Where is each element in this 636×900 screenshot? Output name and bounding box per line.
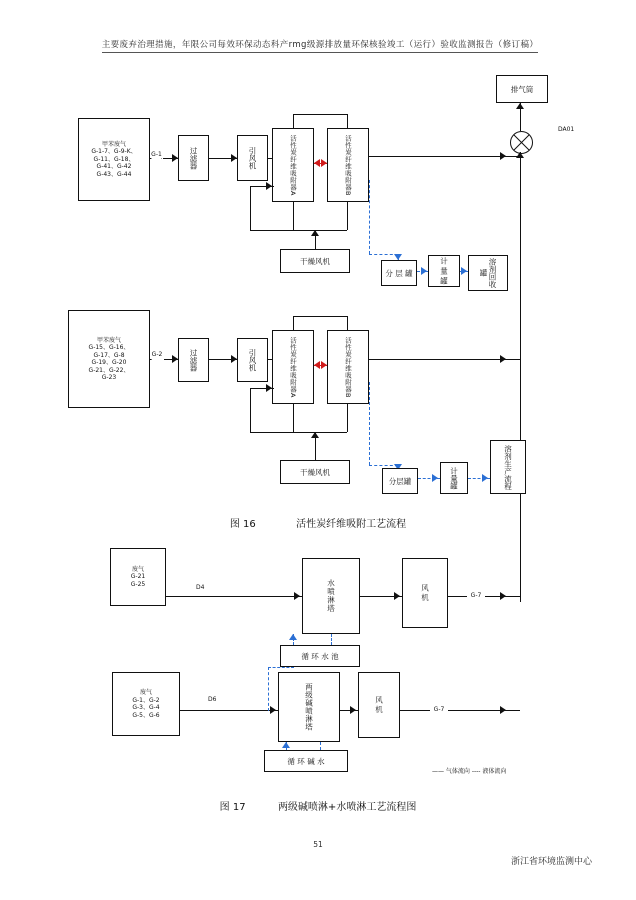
dash-link-mid (268, 667, 269, 711)
source-tag-g2 (150, 348, 164, 362)
g2-text: G-2 (151, 351, 163, 359)
red-arrow-right-b (321, 361, 327, 369)
tank-a-box (428, 255, 460, 287)
arrow-ads-b-riser (500, 355, 506, 363)
dash-a-v1 (369, 180, 370, 254)
adsorber-b-label: 活性炭纤维吸附器B (344, 134, 352, 196)
line-adsB2-top (347, 316, 348, 330)
dash-alkali-up (320, 742, 321, 750)
arrow-ads-to-riser (500, 152, 506, 160)
inlet-2-line-3: G-19、G-20 (91, 359, 127, 366)
arrow-bot-b-left (266, 384, 272, 392)
arrow-spray-fan1 (394, 592, 400, 600)
line-ads-to-riser (369, 156, 520, 157)
recycle-b-box (490, 440, 526, 494)
red-arrow-right-a (321, 159, 327, 167)
line-inlet3 (166, 596, 302, 597)
figure16-caption (0, 520, 636, 529)
figure16-caption-label: 图 16 (229, 519, 256, 530)
circulation-pool-box (280, 645, 360, 667)
separator-b-box (382, 468, 418, 494)
circulation-pool-label: 循 环 水 池 (301, 651, 339, 661)
inlet-1-line-4: G-43、G-44 (96, 170, 132, 178)
alkali-tower-label: 两级碱喷淋塔 (304, 683, 314, 731)
inlet-2-box (68, 310, 150, 408)
source-tag-g1 (150, 148, 163, 161)
tank-a-label: 计 量 罐 (439, 257, 449, 285)
fan-1-label: 风机 (420, 583, 430, 603)
line-bot-a (250, 230, 347, 231)
inlet-2-line-4: G-21、G-22、 (88, 366, 130, 374)
fan-2-box (358, 672, 400, 738)
arrow-inlet4 (270, 706, 276, 714)
stack-box (496, 75, 548, 103)
spray-tower-box (302, 558, 360, 634)
inlet-2-line-2: G-17、G-8 (93, 351, 125, 359)
dash-a-arrow-rec (461, 267, 467, 275)
dryer-a-label: 干燥风机 (300, 256, 330, 266)
dryer-b-label: 干燥风机 (300, 467, 330, 477)
figure17-caption (0, 798, 636, 813)
inlet-1-line-2: G-11、G-18、 (93, 155, 135, 163)
line-fan2-out (400, 710, 430, 711)
adsorber-a-box (272, 128, 314, 202)
dryer-a-box (280, 249, 350, 273)
legend: —— 气体流向 ---- 液体流向 (432, 768, 507, 775)
arrow-to-stack (516, 103, 524, 109)
inlet-4-line-3: G-5、G-6 (132, 711, 160, 719)
figure17-caption-text: 两级碱喷淋+水喷淋工艺流程图 (277, 802, 417, 813)
pre-filter-label: 过滤器 (189, 146, 198, 170)
inlet-4-line-1: G-1、G-2 (132, 696, 160, 704)
inlet-3-tag: D4 (196, 584, 205, 591)
blower-2-box (237, 338, 268, 382)
dryer-b-box (280, 460, 350, 484)
dash-b-arrow-tank (432, 474, 438, 482)
recycle-a-label: 溶剂回收罐 (479, 258, 497, 288)
inlet-3-line-0: 废气 (131, 565, 144, 573)
line-adsA-top (293, 114, 294, 128)
line-adsA2-bot (293, 404, 294, 432)
dash-b-arrow-rec (482, 474, 488, 482)
inlet-1-line-0: 甲苯废气 (101, 140, 126, 148)
arrow-fan2-riser (500, 706, 506, 714)
arrow-fan1-riser (500, 592, 506, 600)
line-adsB-top (347, 114, 348, 128)
adsorber-b-box (327, 128, 369, 202)
line-adsA2-top (293, 316, 294, 330)
separator-b-label: 分层罐 (388, 476, 412, 486)
red-arrow-left-a (314, 159, 320, 167)
stack-tag: DA01 (558, 126, 575, 133)
tag-mid-2-text: G-7 (433, 705, 445, 713)
recycle-a-box (468, 255, 508, 291)
alkali-water-box (264, 750, 348, 772)
inlet-1-line-1: G-1-7、G-9-K、 (91, 148, 137, 156)
dash-pool-up (331, 634, 332, 645)
page-number: 51 (313, 840, 323, 849)
line-top-b (293, 316, 348, 317)
stack-label: 排气筒 (510, 84, 534, 94)
line-ads-b-to-riser (369, 359, 520, 360)
line-top-a (293, 114, 348, 115)
blower-box (237, 135, 268, 181)
line-bot-b (250, 432, 347, 433)
inlet-3-box (110, 548, 166, 606)
separator-a-box (381, 260, 417, 286)
inlet-4-line-0: 废气 (139, 689, 152, 696)
footer-right: 浙江省环境监测中心 (510, 857, 592, 867)
dash-a-arrow-tank (421, 267, 427, 275)
adsorber-b-2-label: 活性炭纤维吸附器B (344, 336, 352, 398)
line-bot-b-left (250, 388, 251, 433)
line-bot-a-left (250, 186, 251, 231)
figure16-caption-text: 活性炭纤维吸附工艺流程 (296, 519, 407, 530)
riser-main (520, 152, 521, 602)
adsorber-a-label: 活性炭纤维吸附器A (289, 134, 297, 196)
alkali-tower-box (278, 672, 340, 742)
alkali-water-label: 循 环 碱 水 (287, 756, 325, 766)
tank-b-box (440, 462, 468, 494)
inlet-1-line-3: G-41、G-42 (96, 163, 132, 171)
tag-mid-2 (430, 702, 448, 717)
line-inlet4 (180, 710, 278, 711)
adsorber-b-2-box (327, 330, 369, 404)
page-header-text: 主要废弃治理措施，年限公司每效环保动态科产rmg级源排放量环保核验竣工（运行）验收监测报告（修订稿） (102, 38, 539, 53)
fan-1-box (402, 558, 448, 628)
line-adsB2-bot (347, 404, 348, 432)
inlet-4-line-2: G-3、G-4 (132, 704, 160, 711)
inlet-2-line-1: G-15、G-16、 (88, 344, 130, 351)
pre-filter-2-box (178, 338, 209, 382)
line-fan2-riser (448, 710, 520, 711)
inlet-3-line-1: G-21 (130, 573, 146, 581)
line-adsB-bot (347, 202, 348, 230)
tank-b-label: 计量罐 (449, 466, 459, 490)
arrow-dryer-a-up (311, 230, 319, 236)
arrow-pool-up (289, 634, 297, 640)
separator-a-label: 分 层 罐 (385, 268, 413, 278)
pre-filter-box (178, 135, 209, 181)
adsorber-a-2-box (272, 330, 314, 404)
g1-text: G-1 (151, 150, 162, 158)
arrow-bot-a-left (266, 182, 272, 190)
arrow-inlet3 (294, 592, 300, 600)
inlet-4-box (112, 672, 180, 736)
blower-2-label: 引风机 (248, 348, 257, 372)
inlet-2-line-5: G-23 (101, 374, 117, 381)
dash-b-v1 (369, 382, 370, 465)
fan-blades-icon (512, 133, 531, 152)
recycle-b-label: 溶剂生产流程 (503, 444, 513, 490)
tag-mid-1-text: G-7 (470, 591, 482, 599)
fan-icon (510, 131, 533, 154)
inlet-1-box (78, 118, 150, 201)
fan-2-label: 风机 (374, 695, 384, 715)
inlet-4-tag: D6 (208, 696, 217, 703)
arrow-alkali-up (282, 742, 290, 748)
adsorber-a-2-label: 活性炭纤维吸附器A (289, 336, 297, 398)
page-header (60, 38, 580, 53)
inlet-2-line-0: 甲苯废气 (96, 336, 121, 344)
line-adsA-bot (293, 202, 294, 230)
pre-filter-2-label: 过滤器 (189, 348, 198, 372)
inlet-3-line-2: G-25 (130, 580, 146, 588)
spray-tower-label: 水喷淋塔 (326, 579, 336, 613)
dash-link-mid-h (268, 667, 294, 668)
line-fan1-out (448, 596, 467, 597)
red-arrow-left-b (314, 361, 320, 369)
figure17-caption-label: 图 17 (219, 802, 246, 813)
tag-mid-1 (467, 588, 485, 603)
arrow-dryer-b-up (311, 432, 319, 438)
arrow-alkali-fan2 (350, 706, 356, 714)
blower-label: 引风机 (248, 146, 257, 170)
